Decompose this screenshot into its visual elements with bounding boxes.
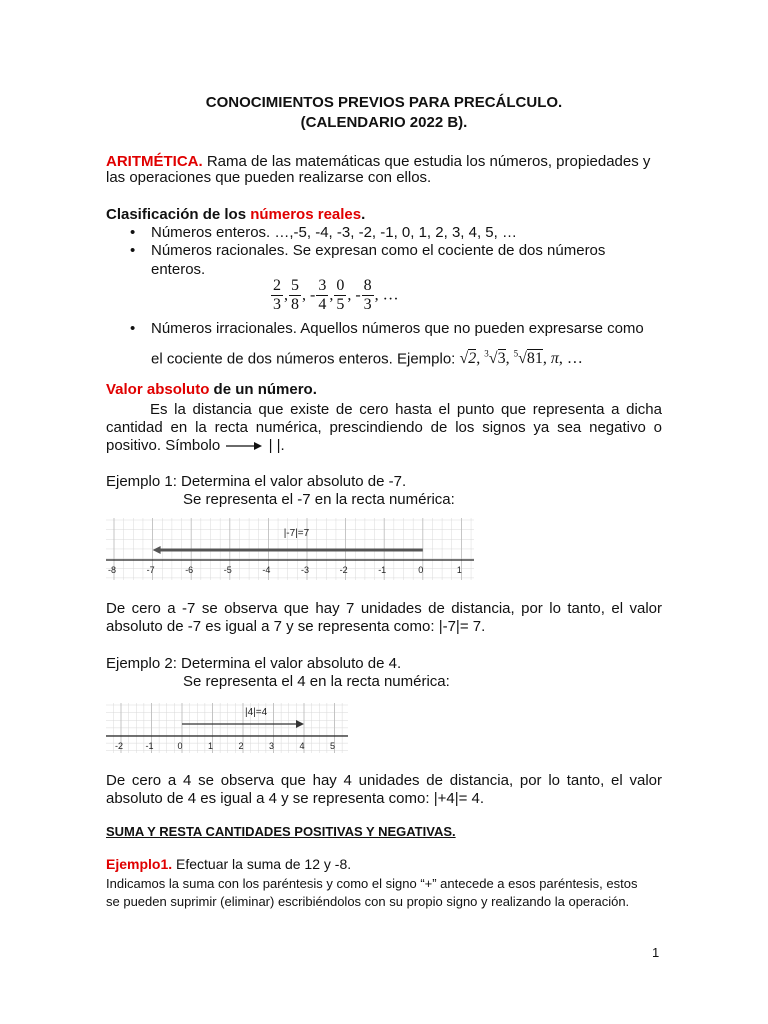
example2-conclusion-1: De cero a 4 se observa que hay 4 unidades de distancia, por lo tanto, el valor: [106, 772, 662, 789]
arithmetic-term: ARITMÉTICA.: [106, 153, 203, 170]
tick-label: -3: [300, 565, 310, 575]
fraction: [289, 277, 301, 314]
absolute-value-symbol: | |.: [268, 437, 285, 454]
sum-example-text: Efectuar la suma de 12 y -8.: [172, 856, 352, 872]
fraction-numerator: 0: [336, 277, 345, 294]
title-line-1: CONOCIMIENTOS PREVIOS PARA PRECÁLCULO.: [205, 94, 563, 111]
irrationals-item-2: [151, 344, 583, 369]
absolute-value-line-2: cantidad en la recta numérica, prescindiendo de los signos ya sea negativo o: [106, 419, 662, 436]
arithmetic-definition-1: Rama de las matemáticas que estudia los números, propiedades y: [206, 153, 651, 170]
fraction-numerator: 2: [273, 277, 281, 294]
tick-label: 1: [456, 565, 462, 575]
number-line-example1: [106, 518, 474, 585]
bullet-icon: •: [130, 320, 136, 337]
classification-heading-suffix: .: [361, 206, 366, 223]
absolute-value-line-3-text: positivo. Símbolo: [106, 437, 221, 454]
tick-label: 2: [238, 741, 244, 751]
absolute-value-label: |-7|=7: [283, 528, 310, 539]
tick-label: 1: [207, 741, 214, 751]
sum-example-label: Ejemplo1.: [106, 856, 173, 872]
fraction-denominator: 5: [336, 296, 345, 313]
fraction: [271, 277, 283, 314]
tick-label: -4: [262, 565, 271, 575]
fraction-separator: , …: [374, 286, 399, 304]
example2-line-2: Se representa el 4 en la recta numérica:: [183, 673, 450, 690]
tick-label: -2: [114, 741, 124, 751]
arithmetic-definition-2: las operaciones que pueden realizarse con ellos.: [106, 169, 432, 186]
number-line-svg-1: [106, 518, 474, 580]
irrationals-item-1: Números irracionales. Aquellos números que no pueden expresarse como: [151, 320, 644, 337]
tick-label: 4: [299, 741, 305, 751]
absolute-value-heading-red: Valor absoluto: [106, 381, 210, 398]
tick-label: -7: [146, 565, 155, 575]
absolute-value-line-1: Es la distancia que existe de cero hasta el punto que representa a dicha: [150, 401, 662, 418]
fractions-row: [270, 277, 399, 314]
integers-item: Números enteros. …,-5, -4, -3, -2, -1, 0, 1, 2, 3, 4, 5, …: [151, 224, 517, 241]
fraction-denominator: 3: [273, 296, 281, 313]
absolute-value-heading-rest: de un número.: [209, 381, 317, 398]
cbrt-index: 3: [484, 349, 489, 359]
cbrt-value: 3: [497, 350, 506, 368]
arrow-right-icon: [226, 441, 262, 451]
absolute-value-label: |4|=4: [245, 707, 268, 718]
fifth-value: 81: [526, 350, 543, 368]
fraction-separator: ,: [284, 286, 288, 304]
tick-label: -1: [145, 741, 154, 751]
sum-example-line: [106, 855, 351, 873]
sqrt2-value: 2: [468, 350, 477, 368]
absolute-value-line-3: [106, 436, 285, 456]
sum-paragraph-1: Indicamos la suma con los paréntesis y como el signo “+” antecede a esos paréntesis, estos: [106, 876, 638, 891]
fraction-separator: , -: [302, 286, 316, 304]
sum-section-heading: SUMA Y RESTA CANTIDADES POSITIVAS Y NEGATIVAS.: [106, 824, 456, 839]
tick-label: -6: [185, 565, 194, 575]
example2-line-1: Ejemplo 2: Determina el valor absoluto de 4.: [106, 655, 402, 672]
tick-label: 0: [418, 565, 424, 575]
page-number: 1: [652, 945, 660, 960]
absolute-value-heading: [106, 380, 317, 400]
bullet-icon: •: [130, 224, 136, 241]
example1-conclusion-1: De cero a -7 se observa que hay 7 unidades de distancia, por lo tanto, el valor: [106, 600, 662, 617]
tick-label: -8: [107, 565, 117, 575]
pi-symbol: π: [550, 350, 559, 368]
sqrt-icon: √: [488, 350, 498, 368]
fraction-numerator: 3: [318, 277, 327, 294]
fraction-separator: , -: [347, 286, 361, 304]
tick-label: -1: [378, 565, 387, 575]
bullet-icon: •: [130, 242, 136, 259]
fraction: [334, 277, 346, 314]
tick-label: 3: [268, 741, 275, 751]
fraction-numerator: 8: [363, 277, 372, 294]
irrationals-text: el cociente de dos números enteros. Ejemplo:: [151, 350, 456, 368]
classification-heading-highlight: números reales: [250, 206, 362, 223]
fraction-numerator: 5: [291, 277, 299, 294]
example1-line-2: Se representa el -7 en la recta numérica:: [183, 491, 455, 508]
classification-heading-prefix: Clasificación de los: [106, 206, 251, 223]
fraction-separator: ,: [329, 286, 334, 304]
tick-label: -2: [339, 565, 348, 575]
arrow-head-icon: [153, 546, 161, 554]
tick-label: -5: [223, 565, 232, 575]
example1-conclusion-2: absoluto de -7 es igual a 7 y se representa como: |-7|= 7.: [106, 618, 486, 635]
fraction-denominator: 3: [363, 296, 372, 313]
example1-line-1: Ejemplo 1: Determina el valor absoluto de -7.: [106, 473, 407, 490]
sum-paragraph-2: se pueden suprimir (eliminar) escribiéndolos con su propio signo y realizando la operación.: [106, 894, 630, 909]
tick-label: 0: [177, 741, 183, 751]
arrow-head-icon: [296, 720, 304, 728]
rationals-item-1: Números racionales. Se expresan como el cociente de dos números: [151, 242, 606, 259]
fraction: [316, 277, 328, 314]
fifth-index: 5: [513, 349, 519, 359]
fraction-denominator: 4: [318, 296, 327, 313]
tick-label: 5: [329, 741, 336, 751]
number-line-example2: [106, 703, 348, 758]
rationals-item-2: enteros.: [151, 261, 206, 278]
fraction-denominator: 8: [291, 296, 299, 313]
ellipsis: …: [566, 350, 583, 368]
title-line-2: (CALENDARIO 2022 B).: [300, 114, 468, 131]
sqrt-icon: √: [459, 350, 469, 368]
example2-conclusion-2: absoluto de 4 es igual a 4 y se representa como: |+4|= 4.: [106, 790, 485, 807]
fraction: [362, 277, 374, 314]
number-line-svg-2: [106, 703, 348, 753]
irrational-examples: √2, $^3$√3, $^5$√81, π, …: [459, 349, 583, 368]
classification-heading: [106, 205, 365, 225]
sqrt-icon: √: [518, 350, 527, 368]
